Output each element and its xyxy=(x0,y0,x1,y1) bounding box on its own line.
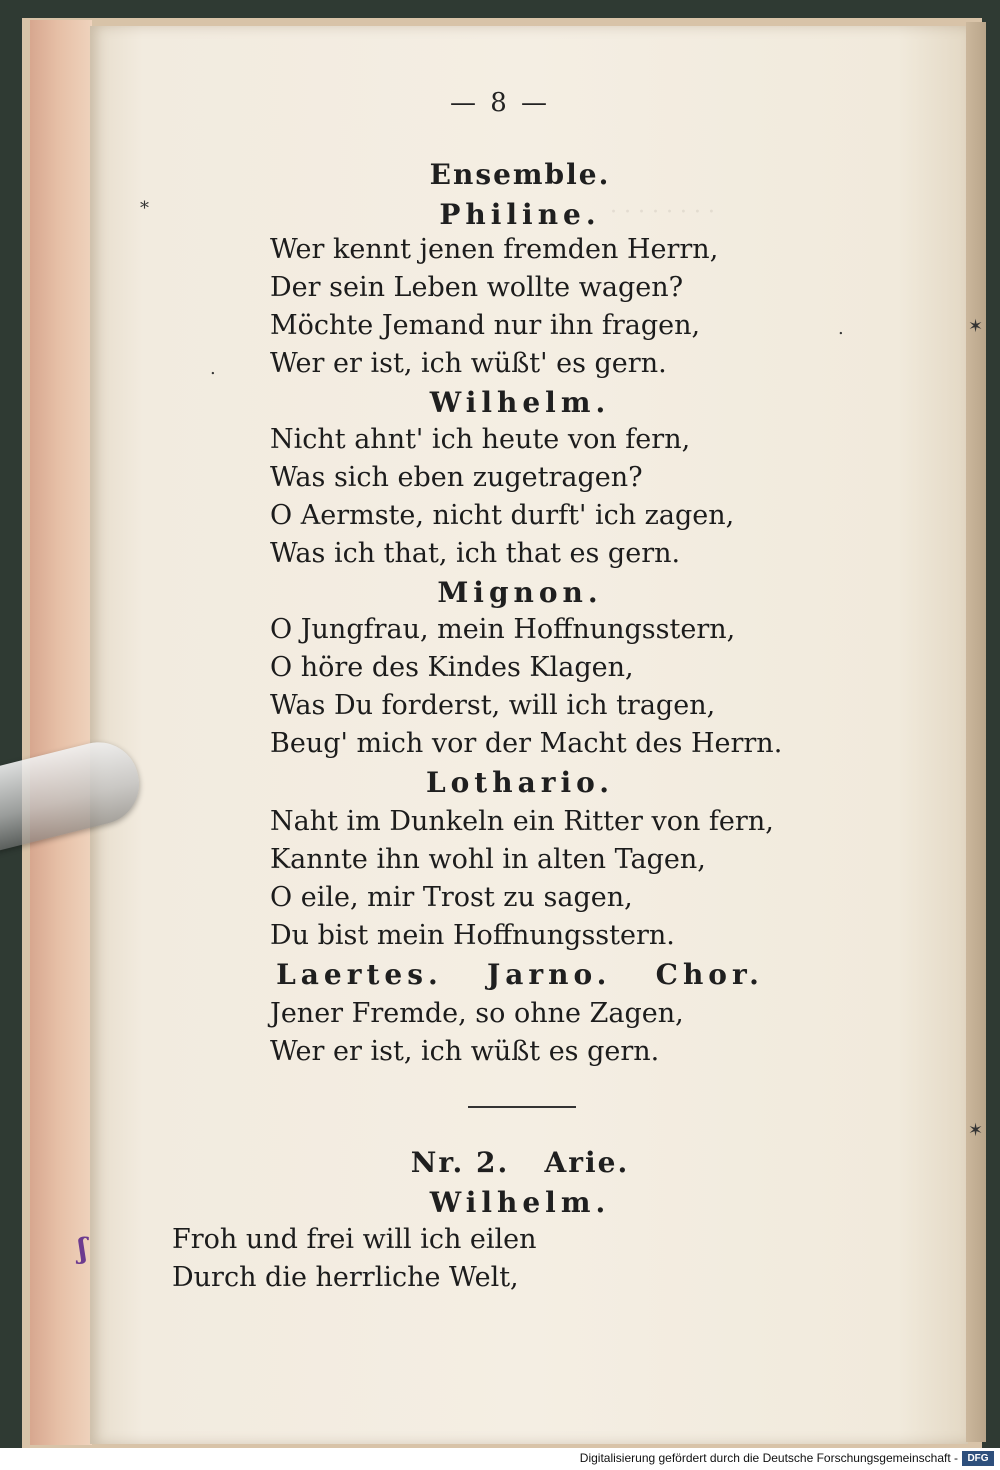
speck-mark: . xyxy=(210,358,216,379)
verse-line: O höre des Kindes Klagen, xyxy=(270,652,634,683)
page-number: — 8 — xyxy=(449,88,551,118)
verse-line: Wer kennt jenen fremden Herrn, xyxy=(270,234,719,265)
verse-line: Möchte Jemand nur ihn fragen, xyxy=(270,310,701,341)
verse-line: Wer er ist, ich wüßt es gern. xyxy=(270,1036,660,1067)
speaker-name: Laertes. Jarno. Chor. xyxy=(276,958,764,991)
verse-line: Nicht ahnt' ich heute von fern, xyxy=(270,424,691,455)
speck-mark: . xyxy=(838,318,844,339)
binding-thread-mark: ✶ xyxy=(968,1120,984,1141)
verse-line: Du bist mein Hoffnungsstern. xyxy=(270,920,675,951)
verse-line: Was sich eben zugetragen? xyxy=(270,462,643,493)
speaker-name: Philine. xyxy=(439,198,601,231)
speaker-name: Wilhelm. xyxy=(429,1186,611,1219)
dfg-logo: DFG xyxy=(962,1451,994,1466)
funding-notice: Digitalisierung gefördert durch die Deutsche Forschungsgemeinschaft - xyxy=(579,1451,958,1465)
verse-line: Naht im Dunkeln ein Ritter von fern, xyxy=(270,806,774,837)
verse-line: Was Du forderst, will ich tragen, xyxy=(270,690,716,721)
speaker-name: Wilhelm. xyxy=(429,386,611,419)
verse-line: Froh und frei will ich eilen xyxy=(172,1224,537,1255)
verse-line: O eile, mir Trost zu sagen, xyxy=(270,882,633,913)
speaker-name: Lothario. xyxy=(425,766,615,799)
verse-line: Der sein Leben wollte wagen? xyxy=(270,272,684,303)
margin-mark: ʃ xyxy=(78,1232,88,1265)
speck-mark: * xyxy=(140,198,149,219)
verse-line: Durch die herrliche Welt, xyxy=(172,1262,519,1293)
verse-line: Was ich that, ich that es gern. xyxy=(270,538,681,569)
binding-thread-mark: ✶ xyxy=(968,316,984,337)
footer-bar xyxy=(0,1448,1000,1470)
verse-line: Beug' mich vor der Macht des Herrn. xyxy=(270,728,783,759)
verse-line: O Aermste, nicht durft' ich zagen, xyxy=(270,500,735,531)
verse-line: O Jungfrau, mein Hoffnungsstern, xyxy=(270,614,736,645)
speaker-name: Mignon. xyxy=(437,576,603,609)
bleedthrough-text: · · · · · · · · xyxy=(610,200,715,225)
section-title: Ensemble. xyxy=(429,158,611,191)
section-divider xyxy=(468,1106,576,1108)
section-title: Nr. 2. Arie. xyxy=(410,1146,630,1179)
verse-line: Jener Fremde, so ohne Zagen, xyxy=(270,998,684,1029)
page-stack-edge xyxy=(966,22,986,1442)
verse-line: Wer er ist, ich wüßt' es gern. xyxy=(270,348,667,379)
verse-line: Kannte ihn wohl in alten Tagen, xyxy=(270,844,706,875)
